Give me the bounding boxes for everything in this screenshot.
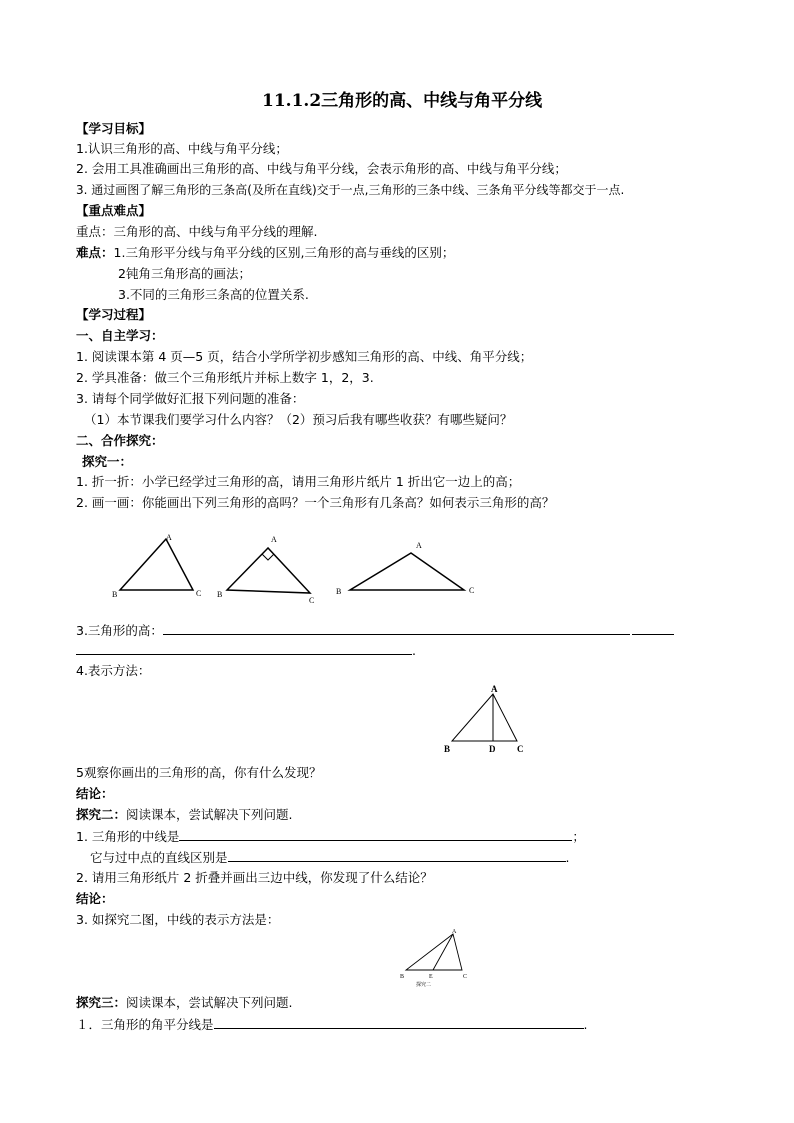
- label-d: D: [489, 744, 496, 754]
- explore3-heading-line: [76, 995, 293, 1011]
- label-c: C: [309, 596, 315, 605]
- explore3-heading: 探究三：: [76, 995, 127, 1010]
- goal-item-3: 3. 通过画图了解三角形的三条高(及所在直线)交于一点,三角形的三条中线、三条角平分线等都交于一点.: [76, 183, 625, 197]
- label-a: A: [166, 533, 172, 542]
- explore2-heading: 探究二：: [76, 807, 127, 822]
- label-a: A: [491, 684, 498, 694]
- conclusion-label: 结论：: [76, 891, 114, 906]
- triangle-acute: [112, 533, 201, 599]
- goal-item-1: 1.认识三角形的高、中线与角平分线；: [76, 141, 288, 156]
- label-b: B: [444, 744, 451, 754]
- answer-blank[interactable]: [163, 622, 538, 635]
- self-item-1: 1. 阅读课本第 4 页—5 页，结合小学所学初步感知三角形的高、中线、角平分线；: [76, 349, 533, 364]
- label-c: C: [517, 744, 524, 754]
- answer-blank[interactable]: [214, 1016, 584, 1029]
- difficulty-item-3: 3.不同的三角形三条高的位置关系.: [118, 287, 309, 302]
- median-diff-end: .: [565, 850, 570, 865]
- self-item-4: （1）本节课我们要学习什么内容？（2）预习后我有哪些收获？有哪些疑问？: [84, 412, 513, 427]
- label-b: B: [336, 587, 342, 596]
- triangles-figure: [100, 528, 500, 608]
- label-b: B: [112, 590, 118, 599]
- median-label: 1. 三角形的中线是: [76, 829, 180, 844]
- difficulty-item-2: 2钝角三角形高的画法；: [118, 266, 251, 281]
- label-a: A: [452, 929, 457, 935]
- key-point-label: 重点：: [76, 224, 114, 239]
- fold-question: 2. 请用三角形纸片 2 折叠并画出三边中线，你发现了什么结论？: [76, 870, 433, 885]
- difficulty-label: 难点：: [76, 245, 114, 260]
- height-definition: [76, 622, 674, 639]
- self-item-2: 2. 学具准备：做三个三角形纸片并标上数字 1，2，3.: [76, 370, 374, 385]
- answer-blank[interactable]: [179, 828, 572, 841]
- answer-blank[interactable]: [632, 622, 674, 635]
- difficulty-item-1: 1.三角形平分线与角平分线的区别,三角形的高与垂线的区别；: [113, 245, 455, 260]
- label-a: A: [416, 541, 422, 550]
- explore3-instruction: 阅读课本，尝试解决下列问题.: [126, 995, 293, 1010]
- label-c: C: [469, 586, 475, 595]
- label-b: B: [217, 590, 223, 599]
- label-e: E: [429, 974, 433, 980]
- median-figure: [396, 926, 480, 990]
- key-heading: 【重点难点】: [76, 203, 152, 218]
- explore2-heading-line: [76, 807, 293, 823]
- label-c: C: [463, 974, 468, 980]
- height-label: 3.三角形的高：: [76, 623, 163, 638]
- bisector-end: .: [583, 1017, 588, 1032]
- self-item-3: 3. 请每个同学做好汇报下列问题的准备：: [76, 391, 305, 406]
- page-title: 11.1.2三角形的高、中线与角平分线: [262, 91, 543, 111]
- explore1-item-1: 1. 折一折：小学已经学过三角形的高，请用三角形片纸片 1 折出它一边上的高；: [76, 474, 521, 489]
- key-point-text: 三角形的高、中线与角平分线的理解.: [113, 224, 318, 239]
- bisector-label: １．三角形的角平分线是: [76, 1017, 214, 1032]
- goals-heading: 【学习目标】: [76, 121, 152, 136]
- label-c: C: [196, 589, 202, 598]
- median-representation: 3. 如探究二图，中线的表示方法是：: [76, 912, 280, 927]
- height-definition-continued: .: [76, 642, 416, 659]
- median-end: ；: [572, 829, 585, 844]
- answer-blank[interactable]: [228, 849, 566, 862]
- coop-heading: 二、合作探究：: [76, 433, 164, 448]
- explore2-instruction: 阅读课本，尝试解决下列问题.: [126, 807, 293, 822]
- self-study-heading: 一、自主学习：: [76, 328, 164, 343]
- median-difference: [90, 849, 570, 866]
- representation-label: 4.表示方法：: [76, 663, 151, 678]
- key-point: [76, 224, 318, 240]
- bisector-definition: [76, 1016, 588, 1033]
- label-a: A: [271, 535, 277, 544]
- key-difficulty: [76, 245, 454, 261]
- median-diff-label: 它与过中点的直线区别是: [90, 850, 228, 865]
- conclusion-label: 结论：: [76, 786, 114, 801]
- triangle-right: [217, 535, 314, 605]
- answer-blank[interactable]: [76, 642, 412, 655]
- answer-blank[interactable]: [538, 622, 630, 635]
- observe-question: 5观察你画出的三角形的高，你有什么发现？: [76, 765, 322, 780]
- process-heading: 【学习过程】: [76, 307, 152, 322]
- goal-item-2: 2. 会用工具准确画出三角形的高、中线与角平分线，会表示角形的高、中线与角平分线；: [76, 161, 567, 176]
- explore1-heading: 探究一：: [82, 454, 133, 469]
- median-definition: [76, 828, 585, 845]
- label-b: B: [400, 974, 405, 980]
- altitude-figure: [438, 682, 538, 758]
- explore1-item-2: 2. 画一画：你能画出下列三角形的高吗？一个三角形有几条高？如何表示三角形的高？: [76, 495, 555, 510]
- figure-caption: 探究二: [416, 983, 432, 988]
- triangle-obtuse: [336, 541, 474, 596]
